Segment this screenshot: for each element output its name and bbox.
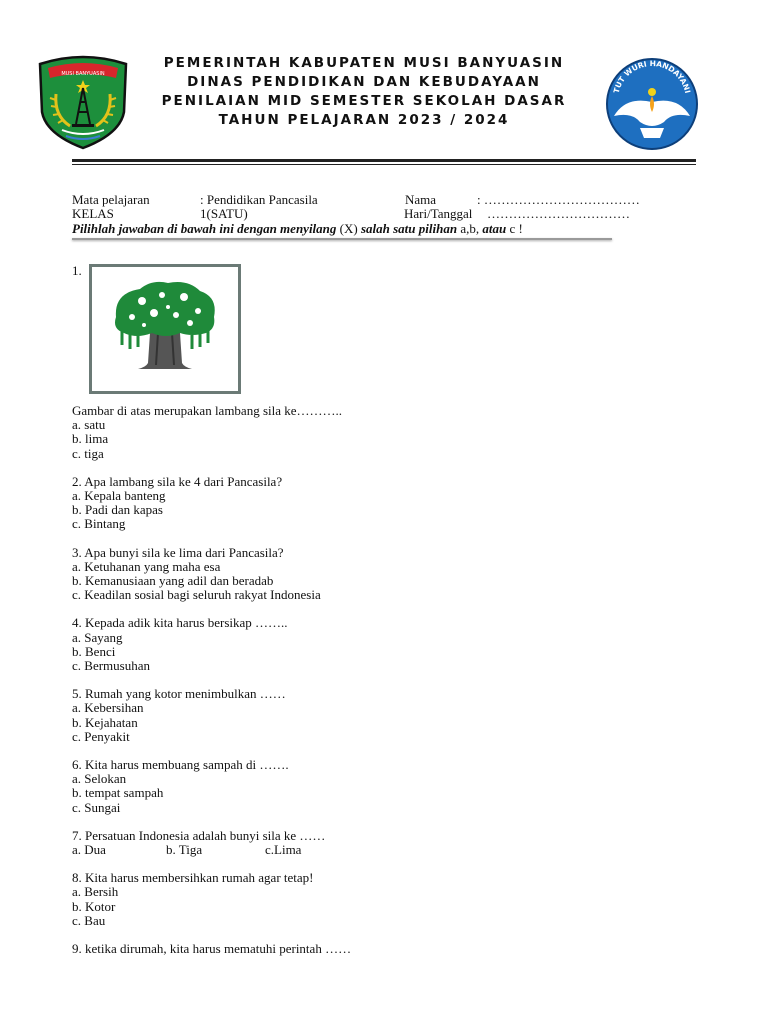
name-field: : ………………………………	[477, 192, 640, 207]
option-c: c. Sungai	[72, 799, 121, 815]
option-a: a. Sayang	[72, 629, 123, 645]
option-a: a. Dua	[72, 842, 106, 858]
question-5	[72, 687, 692, 744]
instruction-divider	[72, 238, 612, 240]
exam-header-title	[140, 54, 588, 130]
option-c: c. Keadilan sosial bagi seluruh rakyat Indonesia	[72, 587, 321, 603]
question-7	[72, 829, 692, 857]
question-text: 5. Rumah yang kotor menimbulkan ……	[72, 686, 286, 702]
option-b: b. Kemanusiaan yang adil dan beradab	[72, 573, 274, 589]
svg-text:TUT WURI HANDAYANI: TUT WURI HANDAYANI	[611, 58, 693, 95]
question-9	[72, 942, 692, 956]
banyan-tree-icon	[92, 267, 238, 391]
option-b: b. Tiga	[166, 842, 203, 858]
instruction-part5: atau	[482, 221, 507, 236]
regency-emblem-logo	[36, 54, 130, 150]
option-b: b. lima	[72, 431, 109, 447]
option-a: a. Ketuhanan yang maha esa	[72, 558, 221, 574]
option-c: c.Lima	[265, 842, 302, 858]
date-field: ……………………………	[487, 206, 630, 221]
class-value: 1(SATU)	[200, 206, 248, 221]
option-a: a. Bersih	[72, 884, 119, 900]
question-4	[72, 616, 692, 673]
header-line-school-year: TAHUN PELAJARAN 2023 / 2024	[218, 112, 510, 128]
header-line-government: PEMERINTAH KABUPATEN MUSI BANYUASIN	[163, 55, 565, 71]
header-line-department: DINAS PENDIDIKAN DAN KEBUDAYAAN	[187, 74, 541, 90]
question-8	[72, 871, 692, 928]
option-a: a. Selokan	[72, 771, 127, 787]
question-text: 6. Kita harus membuang sampah di …….	[72, 757, 289, 773]
class-label: KELAS	[72, 206, 114, 221]
tut-wuri-handayani-logo	[596, 56, 708, 152]
option-c: c. Bermusuhan	[72, 658, 150, 674]
header-line-assessment: PENILAIAN MID SEMESTER SEKOLAH DASAR	[161, 93, 567, 109]
option-a: a. Kepala banteng	[72, 488, 166, 504]
question-text: 2. Apa lambang sila ke 4 dari Pancasila?	[72, 473, 283, 489]
option-b: b. tempat sampah	[72, 785, 164, 801]
question-6	[72, 758, 692, 815]
question-text: 9. ketika dirumah, kita harus mematuhi perintah ……	[72, 941, 352, 957]
date-label: Hari/Tanggal	[404, 206, 473, 221]
question-3	[72, 546, 692, 603]
question-text: 3. Apa bunyi sila ke lima dari Pancasila?	[72, 544, 284, 560]
name-label: Nama	[405, 192, 437, 207]
banyan-tree-image	[89, 264, 241, 394]
option-c: c. Penyakit	[72, 728, 130, 744]
instruction-text	[72, 221, 523, 237]
svg-text:MUSI BANYUASIN: MUSI BANYUASIN	[61, 71, 105, 77]
question-list	[72, 404, 692, 970]
option-b: b. Kotor	[72, 898, 116, 914]
question-2	[72, 475, 692, 532]
option-b: b. Benci	[72, 643, 116, 659]
question-text: 8. Kita harus membersihkan rumah agar tetap!	[72, 870, 314, 886]
option-a: a. Kebersihan	[72, 700, 144, 716]
subject-value: : Pendidikan Pancasila	[200, 192, 318, 207]
header-divider-thick	[72, 159, 696, 162]
question-1	[72, 404, 692, 461]
option-b: b. Kejahatan	[72, 714, 138, 730]
question-text: 4. Kepada adik kita harus bersikap ……..	[72, 615, 288, 631]
option-c: c. Bau	[72, 912, 106, 928]
option-c: c. Bintang	[72, 516, 126, 532]
instruction-part1: Pilihlah jawaban di bawah ini dengan menyilang	[72, 221, 337, 236]
question-text: 7. Persatuan Indonesia adalah bunyi sila ke ……	[72, 827, 326, 843]
instruction-part4: a,b,	[457, 221, 483, 236]
option-a: a. satu	[72, 417, 106, 433]
question-1-number: 1.	[72, 263, 82, 278]
subject-label: Mata pelajaran	[72, 192, 150, 207]
question-text: Gambar di atas merupakan lambang sila ke………..	[72, 403, 343, 418]
header-divider-thin	[72, 164, 696, 165]
option-b: b. Padi dan kapas	[72, 502, 163, 518]
instruction-part3: salah satu pilihan	[360, 221, 458, 236]
instruction-part6: c !	[506, 221, 523, 236]
instruction-part2: (X)	[336, 221, 361, 236]
option-c: c. tiga	[72, 445, 104, 461]
option-row	[72, 843, 692, 857]
